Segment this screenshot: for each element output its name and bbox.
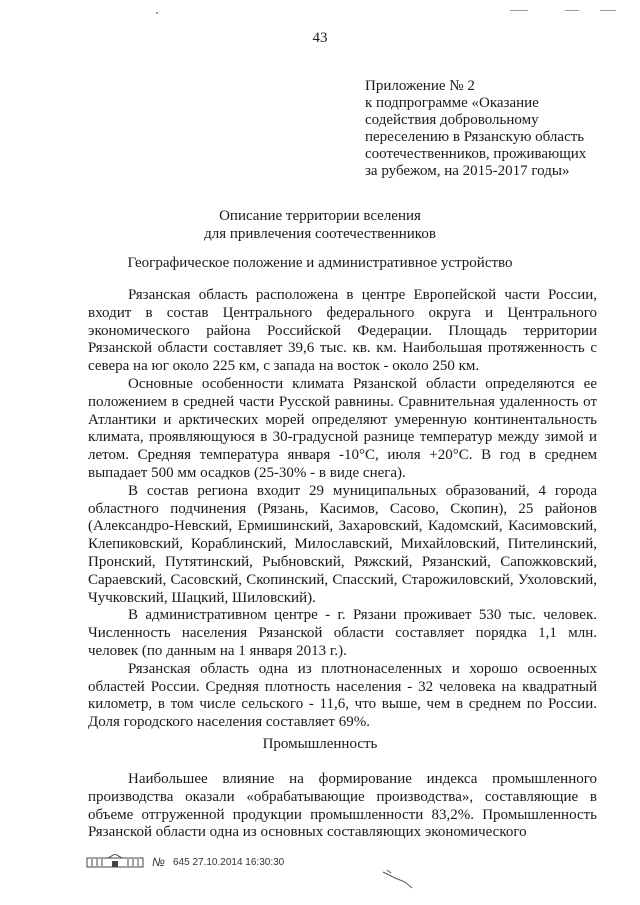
appendix-note bbox=[365, 78, 615, 180]
appendix-line: к подпрограмме «Оказание bbox=[365, 95, 539, 111]
title-line-2: для привлечения соотечественников bbox=[204, 226, 436, 242]
scan-speck bbox=[600, 10, 616, 11]
pen-mark-icon bbox=[381, 868, 415, 890]
appendix-line: переселению в Рязанскую область bbox=[365, 129, 585, 145]
paragraph: Основные особенности климата Рязанской области определяются ее положением в средней части Русской равнины. Сравнительная удаленность от Атлантики и арктических морей определяют умеренную континентальность климата, проявляющуюся в 30-градусной разнице температур между зимой и летом. Средняя температура января -10°С, июля +20°С. В год в среднем выпадает 500 мм осадков (25-30% - в виде снега). bbox=[88, 375, 597, 481]
scan-speck bbox=[565, 10, 579, 11]
paragraph: Рязанская область одна из плотнонаселенных и хорошо освоенных областей России. Средняя плотность населения - 32 человека на квадратный километр, в том числе сельского - 11,6, что выше, чем в среднем по России. Доля городского населения составляет 69%. bbox=[88, 660, 597, 731]
page-number: 43 bbox=[312, 30, 328, 46]
appendix-line: содействия добровольному bbox=[365, 112, 539, 128]
appendix-line: за рубежом, на 2015-2017 годы» bbox=[365, 163, 570, 179]
number-sign: № bbox=[152, 855, 165, 869]
registration-timestamp: 645 27.10.2014 16:30:30 bbox=[173, 856, 285, 868]
paragraph: В состав региона входит 29 муниципальных образований, 4 города областного подчинения (Рязань, Касимов, Сасово, Скопин), 25 районов (Александро-Невский, Ермишинский, Захаровский, Кадомский, Касимовский, Клепиковский, Кораблинский, Милославский, Михайловский, Пителинский, Пронский, Путятинский, Рыбновский, Ряжский, Рязанский, Сапожковский, Сараевский, Сасовский, Скопинский, Спасский, Старожиловский, Ухоловский, Чучковский, Шацкий, Шиловский). bbox=[88, 482, 597, 606]
registration-stamp bbox=[86, 854, 284, 870]
appendix-line: Приложение № 2 bbox=[365, 78, 475, 94]
document-title bbox=[0, 207, 640, 243]
paragraph: Наибольшее влияние на формирование индекса промышленного производства оказали «обрабатывающие производства», составляющие в объеме отгруженной продукции промышленности 83,2%. Промышленность Рязанской области одна из основных составляющих экономического bbox=[88, 771, 597, 841]
title-line-1: Описание территории вселения bbox=[219, 208, 421, 224]
building-stamp-icon bbox=[86, 854, 144, 871]
paragraph: Рязанская область расположена в центре Европейской части России, входит в состав Центрального федерального округа и Центрального экономического района Российской Федерации. Площадь территории Рязанской области составляет 39,6 тыс. кв. км. Наибольшая протяженность с севера на юг около 225 км, с запада на восток - около 250 км. bbox=[88, 287, 597, 375]
scan-speck bbox=[510, 10, 528, 11]
scan-speck bbox=[156, 12, 158, 14]
section-heading-industry: Промышленность bbox=[262, 736, 378, 752]
section-subtitle: Географическое положение и административное устройство bbox=[127, 255, 513, 271]
industry-section bbox=[88, 771, 597, 842]
geography-section bbox=[88, 287, 597, 732]
appendix-line: соотечественников, проживающих bbox=[365, 146, 587, 162]
paragraph: В административном центре - г. Рязани проживает 530 тыс. человек. Численность населения Рязанской области составляет порядка 1,1 млн. человек (по данным на 1 января 2013 г.). bbox=[88, 607, 597, 659]
